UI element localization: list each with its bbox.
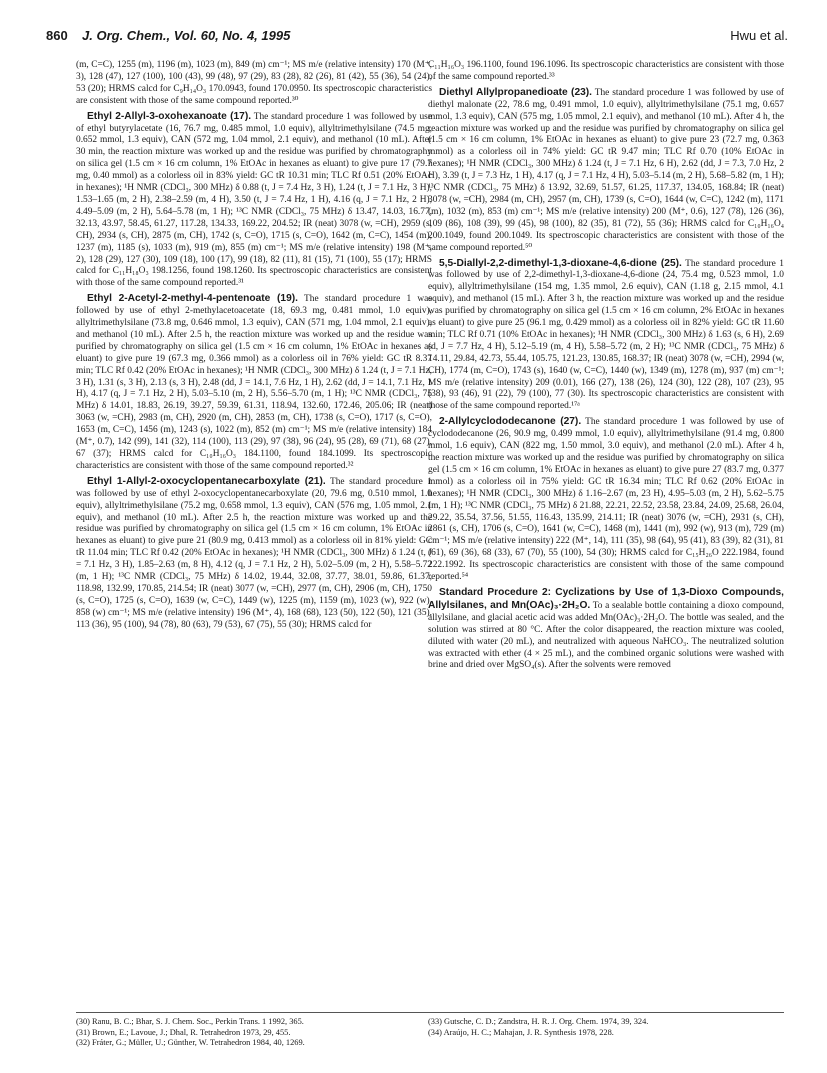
right-column xyxy=(428,60,784,675)
compound-heading: Diethyl Allylpropanedioate (23). xyxy=(439,86,593,98)
compound-heading: Ethyl 1-Allyl-2-oxocyclopentanecarboxylate (21). xyxy=(87,475,326,487)
paragraph xyxy=(76,476,432,632)
compound-heading: 2-Allylcyclododecanone (27). xyxy=(439,416,582,428)
left-column xyxy=(76,60,432,635)
paragraph-body: The standard procedure 1 was followed by use of diethyl malonate (22, 78.6 mg, 0.491 mmol, 1.0 equiv), allyltrimethylsilane (75.1 mg, 0.657 mmol, 1.3 equiv), CAN (575 mg, 1.05 mmol, 2.1 equiv), and methanol (10 mL). After 4 h, the reaction mixture was worked up and the residue was purified by chromatography on silica gel (1.5 cm × 16 cm column, 1% EtOAc in hexanes as eluant) to give pure 23 (72.7 mg, 0.363 mmol) as a colorless oil in 74% yield: GC tR 9.47 min; TLC Rf 0.70 (10% EtOAc in hexanes); ¹H NMR (CDCl₃, 300 MHz) δ 1.24 (t, J = 7.1 Hz, 6 H), 2.62 (dd, J = 7.3, 7.0 Hz, 2 H), 3.39 (t, J = 7.3 Hz, 1 H), 4.17 (q, J = 7.1 Hz, 4 H), 5.03–5.14 (m, 2 H), 5.68–5.82 (m, 1 H); ¹³C NMR (CDCl₃, 75 MHz) δ 13.92, 32.69, 51.57, 61.25, 117.37, 134.05, 168.84; IR (neat) 3078 (w, =CH), 2984 (m, CH), 2957 (m, CH), 1739 (s, C=O), 1644 (w, C=C), 1242 (m), 1171 (m), 1032 (m), 853 (m) cm⁻¹; MS m/e (relative intensity) 200 (M⁺, 0.6), 127 (78), 126 (36), 109 (86), 108 (39), 99 (45), 98 (100), 82 (35), 81 (72), 55 (36); HRMS calcd for C₁₀H₁₆O₄ 200.1049, found 200.1049. Its spectroscopic characteristics are consistent with those of the same compound reported.⁵⁰ xyxy=(428,87,784,253)
running-header xyxy=(46,28,788,50)
page-number: 860 xyxy=(46,28,68,43)
paragraph-body: C₁₁H₁₆O₃ 196.1100, found 196.1096. Its spectroscopic characteristics are consistent with those of the same compound reported.³³ xyxy=(428,60,784,82)
reference-item: (31) Brown, E.; Lavoue, J.; Dhal, R. Tetrahedron 1973, 29, 455. xyxy=(76,1027,291,1037)
paragraph-body: The standard procedure 1 was followed by use of 2,2-dimethyl-1,3-dioxane-4,6-dione (24, 75.4 mg, 0.523 mmol, 1.0 equiv), allyltrimethylsilane (154 mg, 1.35 mmol, 2.6 equiv), CAN (1.18 g, 2.15 mmol, 4.1 equiv), and methanol (15 mL). After 3 h, the reaction mixture was worked up and the residue was purified by chromatography on silica gel (1.5 cm × 16 cm column, 2% EtOAc in hexanes as eluant) to give pure 25 (96.1 mg, 0.429 mmol) as a colorless oil in 82% yield: GC tR 11.60 min; TLC Rf 0.71 (10% EtOAc in hexanes); ¹H NMR (CDCl₃, 300 MHz) δ 1.63 (s, 6 H), 2.69 (d, J = 7.7 Hz, 4 H), 5.12–5.19 (m, 4 H), 5.58–5.72 (m, 2 H); ¹³C NMR (CDCl₃, 75 MHz) δ 14.11, 29.84, 42.73, 55.44, 105.75, 121.23, 130.85, 168.37; IR (neat) 3078 (w, =CH), 2994 (w, CH), 1774 (m, C=O), 1743 (s), 1640 (w, C=C), 1440 (w), 1349 (m), 1278 (m), 937 (m) cm⁻¹; MS m/e (relative intensity) 209 (0.01), 166 (27), 138 (26), 124 (30), 122 (28), 107 (23), 95 (38), 93 (46), 91 (22), 79 (100), 77 (30). Its spectroscopic characteristics are consistent with those of the same compound reported.¹⁷ᵃ xyxy=(428,258,784,412)
compound-heading: Ethyl 2-Acetyl-2-methyl-4-pentenoate (19). xyxy=(87,293,298,305)
paragraph xyxy=(428,87,784,255)
paragraph xyxy=(428,60,784,84)
paragraph-body: To a sealable bottle containing a dioxo compound, allylsilane, and glacial acetic acid was added Mn(OAc)₃·2H₂O. The bottle was sealed, and the solution was stirred at 80 °C. After the color disappeared, the reaction mixture was cooled, diluted with water (20 mL), and neutralized with aqueous NaHCO₃. The neutralized solution was extracted with ether (4 × 25 mL), and the combined organic solutions were washed with brine and dried over MgSO₄(s). After the solvents were removed xyxy=(428,600,784,671)
compound-heading: Ethyl 2-Allyl-3-oxohexanoate (17). xyxy=(87,110,252,122)
paragraph xyxy=(428,258,784,414)
reference-item: (30) Ranu, B. C.; Bhar, S. J. Chem. Soc., Perkin Trans. 1 1992, 365. xyxy=(76,1017,304,1026)
procedure-heading: Standard Procedure 2: Cyclizations by Use of 1,3-Dioxo Compounds, Allylsilanes, and Mn(OAc)₃·2H₂O. xyxy=(428,586,784,611)
paragraph-body: (m, C=C), 1255 (m), 1196 (m), 1023 (m), 849 (m) cm⁻¹; MS m/e (relative intensity) 170 (M⁺, 3), 128 (47), 127 (100), 100 (43), 99 (48), 97 (29), 83 (28), 82 (26), 81 (42), 55 (36), 54 (24), 53 (20); HRMS calcd for C₉H₁₄O₃ 170.0943, found 170.0950. Its spectroscopic characteristics are consistent with those of the same compound reported.³⁰ xyxy=(76,60,432,106)
paragraph xyxy=(76,111,432,291)
paragraph xyxy=(76,293,432,473)
reference-item: (33) Gutsche, C. D.; Zandstra, H. R. J. Org. Chem. 1974, 39, 324. xyxy=(428,1017,649,1026)
running-authors: Hwu et al. xyxy=(730,28,788,43)
paragraph xyxy=(76,60,432,108)
footnotes-left xyxy=(76,1012,432,1049)
paragraph-body: The standard procedure 1 was followed by use of cyclododecanone (26, 90.9 mg, 0.499 mmol, 1.0 equiv), allyltrimethylsilane (91.4 mg, 0.800 mmol, 1.6 equiv), CAN (822 mg, 1.50 mmol, 3.0 equiv), and methanol (2.0 mL). After 4 h, the reaction mixture was worked up and the residue was purified by chromatography on silica gel (1.5 cm × 16 cm column, 1% EtOAc in hexanes as eluant) to give pure 27 (83.7 mg, 0.377 mmol) as a colorless oil in 75% yield: GC tR 16.34 min; TLC Rf 0.62 (20% EtOAc in hexanes); ¹H NMR (CDCl₃, 300 MHz) δ 1.16–2.67 (m, 23 H), 4.95–5.03 (m, 2 H), 5.62–5.75 (m, 1 H); ¹³C NMR (CDCl₃, 75 MHz) δ 21.88, 22.21, 22.52, 23.58, 23.84, 24.09, 25.68, 26.04, 29.22, 35.54, 37.56, 51.55, 116.43, 135.99, 214.11; IR (neat) 3076 (w, =CH), 2931 (s, CH), 2861 (s, CH), 1706 (s, C=O), 1641 (w, C=C), 1468 (m), 1441 (m), 992 (w), 913 (m), 729 (m) cm⁻¹; MS m/e (relative intensity) 222 (M⁺, 14), 111 (35), 98 (64), 95 (41), 83 (39), 82 (31), 81 (61), 69 (36), 68 (33), 67 (70), 55 (100), 54 (30); HRMS calcd for C₁₅H₂₆O 222.1984, found 222.1992. Its spectroscopic characteristics are consistent with those of the same compound reported.⁵⁴ xyxy=(428,417,785,583)
paragraph xyxy=(428,416,784,584)
paragraph-body: The standard procedure 1 was followed by use of ethyl 2-oxocyclopentanecarboxylate (20, 79.6 mg, 0.510 mmol, 1.0 equiv), allyltrimethylsilane (75.2 mg, 0.658 mmol, 1.3 equiv), CAN (576 mg, 1.05 mmol, 2.1 equiv), and methanol (10 mL). After 2.5 h, the reaction mixture was worked up and the residue was purified by chromatography on silica gel (1.5 cm × 16 cm column, 1% EtOAc in hexanes as eluant) to give pure 21 (80.9 mg, 0.413 mmol) as a colorless oil in 81% yield: GC tR 11.04 min; TLC Rf 0.42 (20% EtOAc in hexanes); ¹H NMR (CDCl₃, 300 MHz) δ 1.24 (t, J = 7.1 Hz, 3 H), 1.85–2.63 (m, 8 H), 4.12 (q, J = 7.1 Hz, 2 H), 5.02–5.09 (m, 2 H), 5.58–5.72 (m, 1 H); ¹³C NMR (CDCl₃, 75 MHz) δ 14.02, 19.44, 32.08, 37.77, 38.01, 59.86, 61.37, 118.98, 132.99, 170.85, 214.54; IR (neat) 3077 (w, =CH), 2977 (m, CH), 2906 (m, CH), 1750 (s, C=O), 1725 (s, C=O), 1639 (w, C=C), 1449 (w), 1225 (m), 1159 (m), 1023 (w), 922 (w), 858 (w) cm⁻¹; MS m/e (relative intensity) 196 (M⁺, 4), 168 (68), 123 (50), 122 (50), 121 (35), 113 (36), 95 (100), 94 (78), 80 (63), 79 (53), 67 (75), 55 (30); HRMS calcd for xyxy=(76,476,432,630)
reference-item: (34) Araújo, H. C.; Mahajan, J. R. Synthesis 1978, 228. xyxy=(428,1027,614,1037)
paragraph xyxy=(428,587,784,672)
footnotes-right xyxy=(428,1012,784,1038)
journal-citation: J. Org. Chem., Vol. 60, No. 4, 1995 xyxy=(82,28,291,43)
reference-item: (32) Fráter, G.; Müller, U.; Günther, W. Tetrahedron 1984, 40, 1269. xyxy=(76,1038,305,1048)
paragraph-body: The standard procedure 1 was followed by use of ethyl 2-methylacetoacetate (18, 69.3 mg, 0.481 mmol, 1.0 equiv), allyltrimethylsilane (73.8 mg, 0.646 mmol, 1.3 equiv), CAN (571 mg, 1.04 mmol, 2.1 equiv), and methanol (10 mL). After 2.5 h, the reaction mixture was worked up and the residue was purified by chromatography on silica gel (1.5 cm × 16 cm column, 1% EtOAc in hexanes as eluant) to give pure 19 (67.3 mg, 0.366 mmol) as a colorless oil in 76% yield: GC tR 8.37 min; TLC Rf 0.42 (20% EtOAc in hexanes); ¹H NMR (CDCl₃, 300 MHz) δ 1.24 (t, J = 7.1 Hz, 3 H), 1.31 (s, 3 H), 2.13 (s, 3 H), 2.48 (dd, J = 14.1, 7.6 Hz, 1 H), 2.62 (dd, J = 14.1, 7.1 Hz, 1 H), 4.17 (q, J = 7.1 Hz, 2 H), 5.03–5.10 (m, 2 H), 5.56–5.70 (m, 1 H); ¹³C NMR (CDCl₃, 75 MHz) δ 14.01, 18.83, 26.19, 39.27, 59.39, 61.31, 118.94, 132.60, 172.46, 205.06; IR (neat) 3063 (w, =CH), 2983 (m, CH), 2920 (m, CH), 2853 (m, CH), 1738 (s, C=O), 1717 (s, C=O), 1653 (m, C=C), 1456 (m), 1243 (s), 1022 (m), 852 (m) cm⁻¹; MS m/e (relative intensity) 184 (M⁺, 0.7), 142 (99), 141 (32), 114 (100), 113 (29), 97 (38), 96 (24), 95 (28), 69 (71), 68 (27), 67 (37); HRMS calcd for C₁₀H₁₆O₃ 184.1100, found 184.1099. Its spectroscopic characteristics are consistent with those of the same compound reported.³² xyxy=(76,294,432,471)
compound-heading: 5,5-Diallyl-2,2-dimethyl-1,3-dioxane-4,6-dione (25). xyxy=(439,257,682,269)
paragraph-body: The standard procedure 1 was followed by use of ethyl butyrylacetate (16, 76.7 mg, 0.485 mmol, 1.0 equiv), allyltrimethylsilane (74.5 mg, 0.652 mmol, 1.3 equiv), CAN (572 mg, 1.04 mmol, 2.1 equiv), and methanol (10 mL). After 30 min, the reaction mixture was worked up and the residue was purified by chromatography on silica gel (1.5 cm × 16 cm column, 1% EtOAc in hexanes as eluant) to give pure 17 (79.7 mg, 0.40 mmol) as a colorless oil in 83% yield: GC tR 10.31 min; TLC Rf 0.51 (20% EtOAc in hexanes); ¹H NMR (CDCl₃, 300 MHz) δ 0.88 (t, J = 7.4 Hz, 3 H), 1.24 (t, J = 7.1 Hz, 3 H), 1.53–1.65 (m, 2 H), 2.38–2.59 (m, 4 H), 3.50 (t, J = 7.4 Hz, 1 H), 4.16 (q, J = 7.1 Hz, 2 H), 4.49–5.09 (m, 2 H), 5.64–5.78 (m, 1 H); ¹³C NMR (CDCl₃, 75 MHz) δ 13.47, 14.03, 16.77, 32.13, 43.97, 58.45, 61.27, 117.28, 134.33, 169.22, 204.52; IR (neat) 3078 (w, =CH), 2959 (s, CH), 2934 (s, CH), 2875 (m, CH), 1742 (s, C=O), 1715 (s, C=O), 1642 (m, C=C), 1454 (m), 1237 (m), 1185 (s), 1033 (m), 919 (m), 855 (m) cm⁻¹; MS m/e (relative intensity) 198 (M⁺, 2), 128 (29), 127 (30), 109 (18), 100 (17), 99 (18), 82 (11), 81 (15), 71 (100), 55 (17); HRMS calcd for C₁₁H₁₈O₃ 198.1256, found 198.1260. Its spectroscopic characteristics are consistent with those of the same compound reported.³¹ xyxy=(76,111,432,289)
